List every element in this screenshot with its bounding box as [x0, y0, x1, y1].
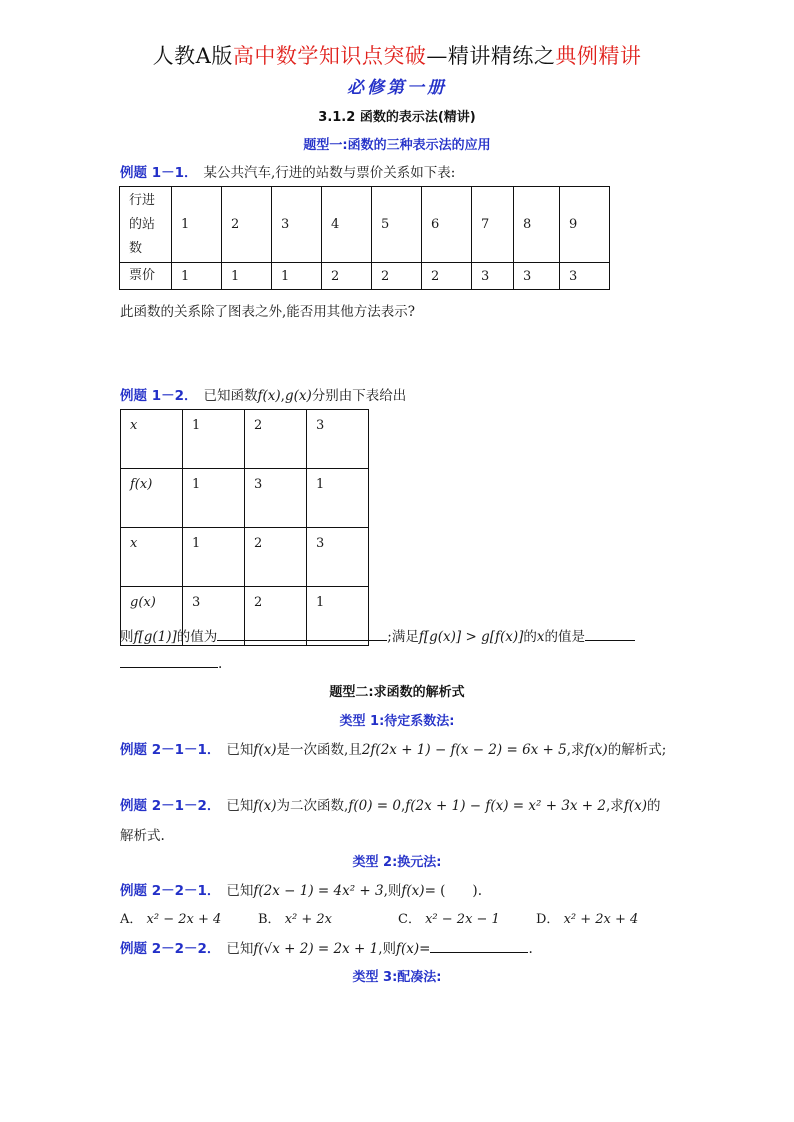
- option-expr: x² − 2x + 4: [146, 912, 222, 927]
- period: .: [528, 941, 533, 957]
- table-cell: 8: [514, 187, 560, 263]
- table-cell: 1: [222, 263, 272, 290]
- table-cell: 3: [472, 263, 514, 290]
- header-line: 数: [129, 240, 143, 256]
- table-cell: 3: [560, 263, 610, 290]
- table-cell: 3: [245, 469, 307, 528]
- example-text: ,则: [383, 883, 402, 899]
- table-cell: g(x): [121, 587, 183, 646]
- table-cell: 3: [307, 528, 369, 587]
- expr-fg1: f[g(1)]: [133, 629, 177, 645]
- example-text: 是一次函数,且: [276, 742, 362, 758]
- question-text: 的: [523, 629, 537, 645]
- header-part-4: 典例精讲: [555, 44, 642, 68]
- type1-title: 题型一:函数的三种表示法的应用: [303, 138, 491, 153]
- example-text: ,: [400, 798, 406, 814]
- header-part-2: 高中数学知识点突破: [232, 44, 427, 68]
- example-2-1-2-cont: 解析式.: [120, 828, 165, 844]
- option-label: C．: [398, 912, 421, 927]
- table-row: [121, 410, 369, 469]
- fx-expr: f(x): [623, 798, 647, 814]
- example-1-2-question: [120, 625, 635, 645]
- example-2-2-1: [120, 879, 482, 899]
- table-row: [121, 469, 369, 528]
- example-1-1-question: 此函数的关系除了图表之外,能否用其他方法表示?: [120, 304, 416, 320]
- kind2-title: 类型 2:换元法:: [352, 855, 442, 870]
- section-title: 3.1.2 函数的表示法(精讲): [318, 110, 476, 125]
- option-label: D．: [536, 912, 560, 927]
- document-subtitle: 必修第一册: [347, 78, 447, 98]
- example-text: 已知: [226, 798, 254, 814]
- example-text: 已知函数: [203, 388, 258, 404]
- table-cell: 2: [372, 263, 422, 290]
- expr-inequality: f[g(x)] > g[f(x)]: [418, 629, 524, 645]
- question-text: ;满足: [387, 629, 419, 645]
- fx-expr: f(x): [253, 798, 277, 814]
- document-header: [0, 40, 794, 70]
- table-cell: f(x): [121, 469, 183, 528]
- table-row: [120, 187, 610, 263]
- table-cell: 9: [560, 187, 610, 263]
- fx-expr: f(x): [401, 883, 425, 899]
- table-cell: 3: [307, 410, 369, 469]
- example-text: = ( ).: [424, 883, 482, 899]
- table-cell: 1: [272, 263, 322, 290]
- equation: f(2x − 1) = 4x² + 3: [253, 883, 384, 899]
- fx-expr: f(x): [584, 742, 608, 758]
- table-cell: 1: [307, 587, 369, 646]
- example-text: 某公共汽车,行进的站数与票价关系如下表:: [203, 165, 456, 181]
- table-cell: 4: [322, 187, 372, 263]
- example-text: 为二次函数,: [276, 798, 349, 814]
- question-text: 则: [120, 629, 134, 645]
- option-label: A．: [120, 912, 143, 927]
- table-cell: x: [121, 528, 183, 587]
- option-expr: x² + 2x + 4: [563, 912, 639, 927]
- answer-blank[interactable]: [120, 655, 218, 668]
- equation: f(2x + 1) − f(x) = x² + 3x + 2: [405, 798, 607, 814]
- question-text: 的值为: [176, 629, 218, 645]
- example-text: 的: [646, 798, 661, 814]
- example-label: 例题 1－2．: [120, 388, 198, 404]
- example-2-2-2: [120, 937, 533, 957]
- option-label: B．: [258, 912, 281, 927]
- option-d[interactable]: [536, 908, 638, 927]
- table-header-cell: [120, 187, 172, 263]
- table-cell: 2: [422, 263, 472, 290]
- table-cell: 3: [183, 587, 245, 646]
- example-label: 例题 2－2－2．: [120, 941, 221, 957]
- header-part-1: 人教A版: [152, 44, 233, 68]
- answer-blank[interactable]: [217, 628, 387, 641]
- question-text: 的值是: [544, 629, 586, 645]
- answer-blank[interactable]: [430, 940, 528, 953]
- table-cell: 3: [514, 263, 560, 290]
- example-text: 已知: [226, 941, 254, 957]
- table-cell: 1: [307, 469, 369, 528]
- fare-table: [119, 186, 610, 290]
- example-label: 例题 1－1．: [120, 165, 198, 181]
- table-cell: 1: [172, 187, 222, 263]
- type2-title: 题型二:求函数的解析式: [329, 685, 465, 700]
- equation: f(√x + 2) = 2x + 1: [253, 941, 379, 957]
- fx-expr: f(x): [253, 742, 277, 758]
- example-text: =: [419, 941, 431, 957]
- option-a[interactable]: [120, 908, 221, 927]
- kind1-title: 类型 1:待定系数法:: [339, 714, 455, 729]
- example-label: 例题 2－2－1．: [120, 883, 221, 899]
- equation: f(0) = 0: [348, 798, 401, 814]
- kind3-title: 类型 3:配凑法:: [352, 970, 442, 985]
- table-cell: x: [121, 410, 183, 469]
- table-cell: 5: [372, 187, 422, 263]
- example-1-2: [120, 384, 406, 404]
- example-text: ,求: [606, 798, 624, 814]
- option-expr: x² + 2x: [284, 912, 333, 927]
- example-2-1-2: [120, 794, 660, 814]
- table-cell: 7: [472, 187, 514, 263]
- example-text: ,则: [378, 941, 396, 957]
- example-text: 的解析式;: [607, 742, 667, 758]
- example-1-1: [120, 161, 455, 181]
- fx-expr: f(x): [396, 941, 420, 957]
- option-b[interactable]: [258, 908, 332, 927]
- table-cell: 2: [245, 587, 307, 646]
- example-text: 分别由下表给出: [311, 388, 407, 404]
- header-line: 行进: [129, 192, 156, 208]
- example-label: 例题 2－1－2．: [120, 798, 221, 814]
- table-cell: 1: [183, 528, 245, 587]
- option-c[interactable]: [398, 908, 500, 927]
- comma: ,: [280, 388, 285, 404]
- table-cell: 3: [272, 187, 322, 263]
- example-label: 例题 2－1－1．: [120, 742, 221, 758]
- equation: 2f(2x + 1) − f(x − 2) = 6x + 5: [361, 742, 567, 758]
- table-row: [120, 263, 610, 290]
- table-cell: 6: [422, 187, 472, 263]
- expr-x: x: [536, 629, 545, 645]
- table-cell: 2: [322, 263, 372, 290]
- period: .: [218, 656, 223, 672]
- fx-expr: f(x): [257, 388, 281, 404]
- table-cell: 2: [222, 187, 272, 263]
- gx-expr: g(x): [284, 388, 312, 404]
- example-text: 已知: [226, 742, 254, 758]
- example-text: ,求: [566, 742, 585, 758]
- example-text: 已知: [226, 883, 254, 899]
- option-expr: x² − 2x − 1: [425, 912, 500, 927]
- example-1-2-question-cont: [120, 655, 222, 672]
- table-cell: 1: [183, 410, 245, 469]
- table-cell: 1: [183, 469, 245, 528]
- function-table: [120, 409, 369, 646]
- table-cell: 2: [245, 410, 307, 469]
- answer-blank[interactable]: [585, 628, 635, 641]
- table-header-cell: 票价: [120, 263, 172, 290]
- table-cell: 2: [245, 528, 307, 587]
- header-line: 的站: [129, 216, 156, 232]
- header-part-3: —精讲精练之: [426, 44, 556, 68]
- table-cell: 1: [172, 263, 222, 290]
- table-row: [121, 528, 369, 587]
- example-2-1-1: [120, 738, 666, 758]
